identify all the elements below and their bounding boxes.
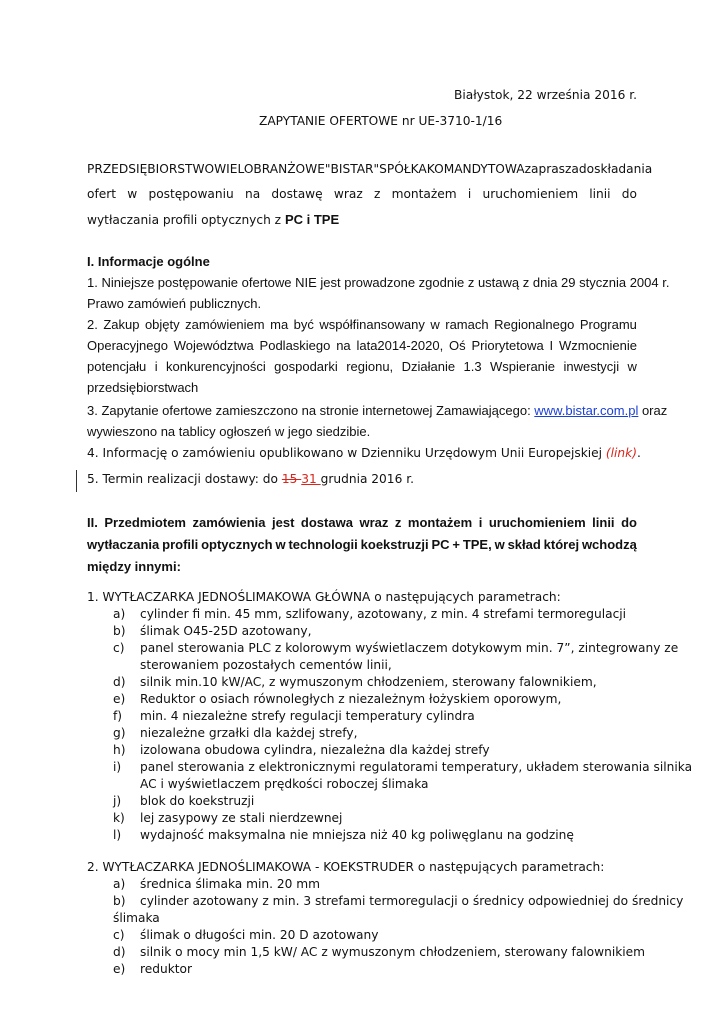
item-text: średnica ślimaka min. 20 mm (140, 877, 320, 891)
p2-word: Wspieranie (490, 359, 556, 374)
intro-word: z (373, 187, 381, 201)
intro-word: linii (589, 187, 611, 201)
p4-text: . (636, 446, 641, 460)
intro-word: KOMANDYTOWA (426, 162, 525, 176)
item-label: e) (113, 692, 126, 706)
p2-word: ramach (445, 317, 489, 332)
s2-word: Przedmiotem (104, 515, 186, 530)
s2-word: jest (272, 515, 295, 530)
s2-word: z (394, 515, 402, 530)
s2-word: II. (87, 515, 98, 530)
place-date: Białystok, 22 września 2016 r. (454, 88, 637, 102)
p2-word: 1.3 (463, 359, 482, 374)
p3-text: oraz (638, 403, 668, 418)
p2-word: w (627, 359, 637, 374)
s2-word: której (543, 537, 580, 552)
item-label: d) (113, 675, 126, 689)
intro-line-3 (87, 212, 339, 227)
section-1-p2-line-4: przedsiębiorstwach (87, 380, 199, 395)
s2-word: profili (162, 537, 199, 552)
s2-word: dostawa (300, 515, 353, 530)
s2-word: wytłaczania (87, 537, 160, 552)
s2-word: uruchomieniem (488, 515, 586, 530)
intro-word: i (467, 187, 472, 201)
machine-2-title: 2. WYTŁACZARKA JEDNOŚLIMAKOWA - KOEKSTRUDER o następujących parametrach: (87, 860, 605, 874)
item-label: c) (113, 641, 125, 655)
item-text: AC i wyświetlaczem prędkości roboczej ślimaka (140, 777, 429, 791)
item-label: f) (113, 709, 123, 723)
s2-word: w (275, 537, 286, 552)
item-text: reduktor (140, 962, 193, 976)
section-1-p3-line-1 (87, 403, 667, 418)
item-label: i) (113, 760, 122, 774)
s2-word: zamówienia (192, 515, 266, 530)
s2-word: TPE, (462, 537, 492, 552)
section-1-p2-line-3 (87, 359, 637, 374)
p2-word: Oś (449, 338, 466, 353)
section-1-p4 (87, 446, 641, 460)
item-text: silnik min.10 kW/AC, z wymuszonym chłodzeniem, sterowany falownikiem, (140, 675, 597, 689)
intro-word: zaprasza (524, 162, 579, 176)
item-text: blok do koekstruzji (140, 794, 255, 808)
item-label: b) (113, 894, 126, 908)
section-2-line-1 (87, 515, 637, 530)
p2-word: inwestycji (563, 359, 620, 374)
inserted-date: 31 (301, 472, 321, 486)
machine-1-title: 1. WYTŁACZARKA JEDNOŚLIMAKOWA GŁÓWNA o następujących parametrach: (87, 590, 561, 604)
p2-word: w (430, 317, 440, 332)
s2-word: do (621, 515, 637, 530)
intro-word: dostawę (271, 187, 323, 201)
p3-text: 3. Zapytanie ofertowe zamieszczono na stronie internetowej Zamawiającego: (87, 403, 535, 418)
intro-word: wraz (333, 187, 363, 201)
item-text: cylinder azotowany z min. 3 strefami termoregulacji o średnicy odpowiedniej do średnicy (140, 894, 684, 908)
section-1-p3-line-2: wywieszono na tablicy ogłoszeń w jego siedzibie. (87, 424, 371, 439)
section-1-p5 (87, 472, 414, 486)
ojeu-link[interactable]: (link) (605, 446, 637, 460)
intro-word: uruchomieniem (482, 187, 579, 201)
p2-word: I (549, 338, 554, 353)
item-label: h) (113, 743, 126, 757)
s2-word: linii (592, 515, 615, 530)
p2-word: Podlaskiego (259, 338, 331, 353)
revision-change-bar (76, 470, 77, 492)
item-label: c) (113, 928, 125, 942)
s2-word: w (494, 537, 505, 552)
p2-word: współfinansowany (319, 317, 425, 332)
item-text: ślimaka (113, 911, 160, 925)
item-text: niezależne grzałki dla każdej strefy, (140, 726, 358, 740)
s2-word: wraz (359, 515, 389, 530)
s2-word: koekstruzji (360, 537, 429, 552)
p2-word: i (154, 359, 158, 374)
item-label: a) (113, 607, 126, 621)
item-text: silnik o mocy min 1,5 kW/ AC z wymuszonym chłodzeniem, sterowany falownikiem (140, 945, 646, 959)
section-2-line-3: między innymi: (87, 559, 181, 574)
intro-word: na (244, 187, 261, 201)
item-text: panel sterowania z elektronicznymi regulatorami temperatury, układem sterowania silnika (140, 760, 693, 774)
item-label: l) (113, 828, 122, 842)
p2-word: gospodarki (274, 359, 338, 374)
item-label: b) (113, 624, 126, 638)
s2-word: optycznych (201, 537, 273, 552)
s2-word: PC (431, 537, 450, 552)
p2-word: Działanie (401, 359, 456, 374)
p2-word: lata2014-2020, (356, 338, 444, 353)
s2-word: + (452, 537, 460, 552)
p2-word: Województwa (173, 338, 254, 353)
p2-word: potencjału (87, 359, 147, 374)
p2-word: zamówieniem (185, 317, 265, 332)
item-label: j) (113, 794, 122, 808)
section-1-p1-line-2: Prawo zamówień publicznych. (87, 296, 262, 311)
intro-word: w (127, 187, 138, 201)
item-label: g) (113, 726, 126, 740)
intro-word: składania (594, 162, 653, 176)
s2-word: montażem (407, 515, 473, 530)
section-1-p2-line-2 (87, 338, 637, 353)
section-1-p1-line-1: 1. Niniejsze postępowanie ofertowe NIE jest prowadzone zgodnie z ustawą z dnia 29 stycznia 2004 r. (87, 275, 670, 290)
intro-materials: PC i TPE (284, 212, 340, 227)
item-label: a) (113, 877, 126, 891)
s2-word: wchodzą (581, 537, 637, 552)
p2-word: Wzmocnienie (558, 338, 637, 353)
p5-text: 5. Termin realizacji dostawy: do (87, 472, 282, 486)
item-text: sterowaniem pozostałych cementów linii, (140, 658, 392, 672)
bistar-website-link[interactable]: www.bistar.com.pl (534, 403, 639, 418)
item-text: ślimak o długości min. 20 D azotowany (140, 928, 379, 942)
item-text: panel sterowania PLC z kolorowym wyświetlaczem dotykowym min. 7”, zintegrowany ze (140, 641, 679, 655)
item-label: k) (113, 811, 125, 825)
item-text: cylinder fi min. 45 mm, szlifowany, azotowany, z min. 4 strefami termoregulacji (140, 607, 627, 621)
p2-word: 2. (87, 317, 98, 332)
intro-text: wytłaczania profili optycznych z (87, 213, 285, 227)
deleted-date: 15 (281, 472, 302, 486)
intro-word: WIELOBRANŻOWE (214, 162, 325, 176)
p2-word: ma (270, 317, 289, 332)
p2-word: objęty (144, 317, 180, 332)
p2-word: Regionalnego (494, 317, 575, 332)
p5-text: grudnia 2016 r. (320, 472, 414, 486)
s2-word: skład (507, 537, 541, 552)
p4-text: 4. Informację o zamówieniu opublikowano w Dzienniku Urzędowym Unii Europejskiej (87, 446, 606, 460)
p2-word: konkurencyjności (166, 359, 266, 374)
intro-word: "BISTAR" (324, 162, 380, 176)
section-2-line-2 (87, 537, 637, 552)
item-text: wydajność maksymalna nie mniejsza niż 40 kg poliwęglanu na godzinę (140, 828, 574, 842)
p2-word: Priorytetowa (471, 338, 544, 353)
intro-word: ofert (87, 187, 117, 201)
item-text: Reduktor o osiach równoległych z niezależnym łożyskiem oporowym, (140, 692, 562, 706)
p2-word: Operacyjnego (87, 338, 168, 353)
document-title: ZAPYTANIE OFERTOWE nr UE-3710-1/16 (259, 114, 503, 128)
p2-word: na (336, 338, 351, 353)
item-label: e) (113, 962, 126, 976)
item-text: ślimak O45-25D azotowany, (140, 624, 312, 638)
intro-word: postępowaniu (148, 187, 234, 201)
p2-word: Zakup (103, 317, 140, 332)
section-1-p2-line-1 (87, 317, 637, 332)
s2-word: technologii (288, 537, 358, 552)
p2-word: Programu (579, 317, 637, 332)
p2-word: być (293, 317, 314, 332)
intro-line-1 (87, 162, 653, 176)
item-text: min. 4 niezależne strefy regulacji temperatury cylindra (140, 709, 475, 723)
intro-word: do (621, 187, 637, 201)
section-1-heading: I. Informacje ogólne (87, 254, 210, 269)
intro-word: SPÓŁKA (379, 162, 427, 176)
item-label: d) (113, 945, 126, 959)
item-text: lej zasypowy ze stali nierdzewnej (140, 811, 343, 825)
item-text: izolowana obudowa cylindra, niezależna dla każdej strefy (140, 743, 490, 757)
p2-word: regionu, (346, 359, 394, 374)
intro-word: do (578, 162, 595, 176)
intro-word: montażem (391, 187, 457, 201)
intro-word: PRZEDSIĘBIORSTWO (87, 162, 215, 176)
intro-line-2 (87, 187, 637, 201)
s2-word: i (478, 515, 483, 530)
